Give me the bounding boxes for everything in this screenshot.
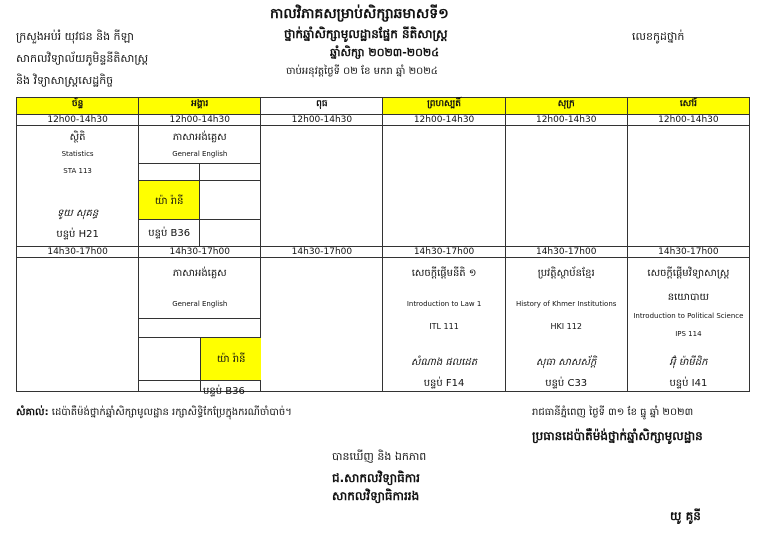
slot-time: 12h00-14h30 (505, 115, 627, 126)
room-number: បន្ទប់ B36 (203, 386, 245, 397)
university-name-2: និង វិទ្យាសាស្ត្រសេដ្ឋកិច្ច (16, 74, 114, 87)
schedule-table (16, 97, 750, 392)
slot-time: 14h30-17h00 (139, 247, 261, 258)
course-title-km: ភាសាអង់គ្លេស (172, 132, 227, 143)
course-code: HKI 112 (550, 322, 582, 331)
course-title-en: General English (172, 300, 228, 308)
slot-time: 12h00-14h30 (627, 115, 749, 126)
slot-time: 14h30-17h00 (383, 247, 505, 258)
course-title-en: General English (172, 150, 228, 158)
day-wednesday: ពុធ (261, 98, 383, 115)
teacher-name: សំណាង ផលដេត (410, 357, 478, 368)
ministry-name: ក្រសួងអប់រំ យុវជន និង កីឡា (16, 30, 134, 43)
page-subtitle: ថ្នាក់ឆ្នាំសិក្សាមូលដ្ឋានផ្នែក នីតិសាស្ត្រ (284, 27, 448, 41)
class-cell-fri-1 (505, 126, 627, 247)
position-2: សាកលវិទ្យាធិការរង (332, 489, 420, 503)
day-saturday: សៅរ៍ (627, 98, 749, 115)
class-cell-wed-2 (261, 258, 383, 392)
teacher-name: យ៉ា រ៉ានី (216, 354, 246, 365)
course-code: STA 113 (63, 167, 92, 175)
page-title: កាលវិភាគសម្រាប់សិក្សាឆមាសទី១ (270, 6, 449, 22)
sign-date: រាជធានីភ្នំពេញ ថ្ងៃទី ៣១ ខែ ធ្នូ ឆ្នាំ ២០២៣ (532, 407, 694, 418)
room-number: បន្ទប់ B36 (148, 228, 191, 239)
slot-time: 14h30-17h00 (17, 247, 139, 258)
course-title-en: History of Khmer Institutions (515, 300, 617, 308)
academic-year: ឆ្នាំសិក្សា ២០២៣-២០២៤ (330, 46, 439, 59)
class-cell-tue-1 (139, 126, 261, 247)
day-tuesday: អង្គារ (139, 98, 261, 115)
slot-time: 14h30-17h00 (261, 247, 383, 258)
class-cell-wed-1 (261, 126, 383, 247)
day-thursday: ព្រហស្បតិ៍ (383, 98, 505, 115)
class-cell-thu-2 (383, 258, 505, 392)
class-cell-sat-1 (627, 126, 749, 247)
room-number: បន្ទប់ H21 (56, 229, 99, 240)
teacher-box (139, 180, 200, 220)
course-title-km: ស្ថិតិ (69, 132, 86, 143)
room-box (139, 219, 200, 246)
course-title-en: Statistics (61, 150, 94, 158)
slot-time: 14h30-17h00 (627, 247, 749, 258)
signatory-name: យូ គូនី (670, 509, 701, 523)
day-monday: ច័ន្ទ (17, 98, 139, 115)
course-title-en: Introduction to Political Science (633, 312, 744, 320)
teacher-name: យ៉ា រ៉ានី (154, 196, 184, 207)
slot-time: 12h00-14h30 (17, 115, 139, 126)
course-title-km-2: នយោបាយ (667, 292, 710, 303)
slot-time: 12h00-14h30 (139, 115, 261, 126)
course-code: IPS 114 (675, 330, 702, 338)
room-number: បន្ទប់ C33 (545, 378, 588, 389)
class-cell-fri-2 (505, 258, 627, 392)
course-title-km: សេចក្តីផ្តើមនីតិ ១ (411, 268, 477, 279)
teacher-name: ទូយ សុគន្ធ (56, 208, 99, 219)
course-code: ITL 111 (429, 322, 459, 331)
course-title-km: ប្រវត្តិស្ថាប័នខ្មែរ (537, 268, 595, 279)
note-text: ដេប៉ាតឺម៉ង់ថ្នាក់ឆ្នាំសិក្សាមូលដ្ឋាន រក្សាសិទ្ធិកែប្រែក្នុងករណីចាំបាច់។ (51, 407, 292, 418)
class-cell-tue-2 (139, 258, 261, 392)
class-cell-mon-1 (17, 126, 139, 247)
note (16, 405, 292, 420)
teacher-name: សុធា សាសស័ក្តិ (536, 357, 597, 368)
effective-date: ចាប់អនុវត្តថ្ងៃទី ០២ ខែ មករា ឆ្នាំ ២០២៤ (286, 66, 438, 77)
day-friday: សុក្រ (505, 98, 627, 115)
class-code-label: លេខកូដថ្នាក់ (632, 30, 685, 43)
class-cell-sat-2 (627, 258, 749, 392)
slot-time: 14h30-17h00 (505, 247, 627, 258)
slot-time: 12h00-14h30 (261, 115, 383, 126)
class-cell-mon-2 (17, 258, 139, 392)
approval-text: បានឃើញ និង ឯកភាព (332, 450, 427, 463)
class-cell-thu-1 (383, 126, 505, 247)
department-head-title: ប្រធានដេប៉ាតឺម៉ង់ថ្នាក់ឆ្នាំសិក្សាមូលដ្ឋាន (532, 429, 703, 443)
course-title-km: សេចក្តីផ្តើមវិទ្យាសាស្ត្រ (647, 268, 730, 279)
slot-time: 12h00-14h30 (383, 115, 505, 126)
room-number: បន្ទប់ F14 (423, 378, 465, 389)
room-number: បន្ទប់ I41 (669, 378, 708, 389)
course-title-km: ភាសាអង់គ្លេស (172, 268, 227, 279)
note-label: សំគាល់: (16, 407, 49, 418)
position-1: ជ.សាកលវិទ្យាធិការ (332, 471, 420, 485)
university-name: សាកលវិទ្យាល័យភូមិន្ទនីតិសាស្ត្រ (16, 52, 149, 65)
teacher-box (200, 337, 261, 381)
teacher-name: អ៊ុំ ម៉ាមីដិក (669, 357, 708, 368)
course-title-en: Introduction to Law 1 (406, 300, 482, 308)
